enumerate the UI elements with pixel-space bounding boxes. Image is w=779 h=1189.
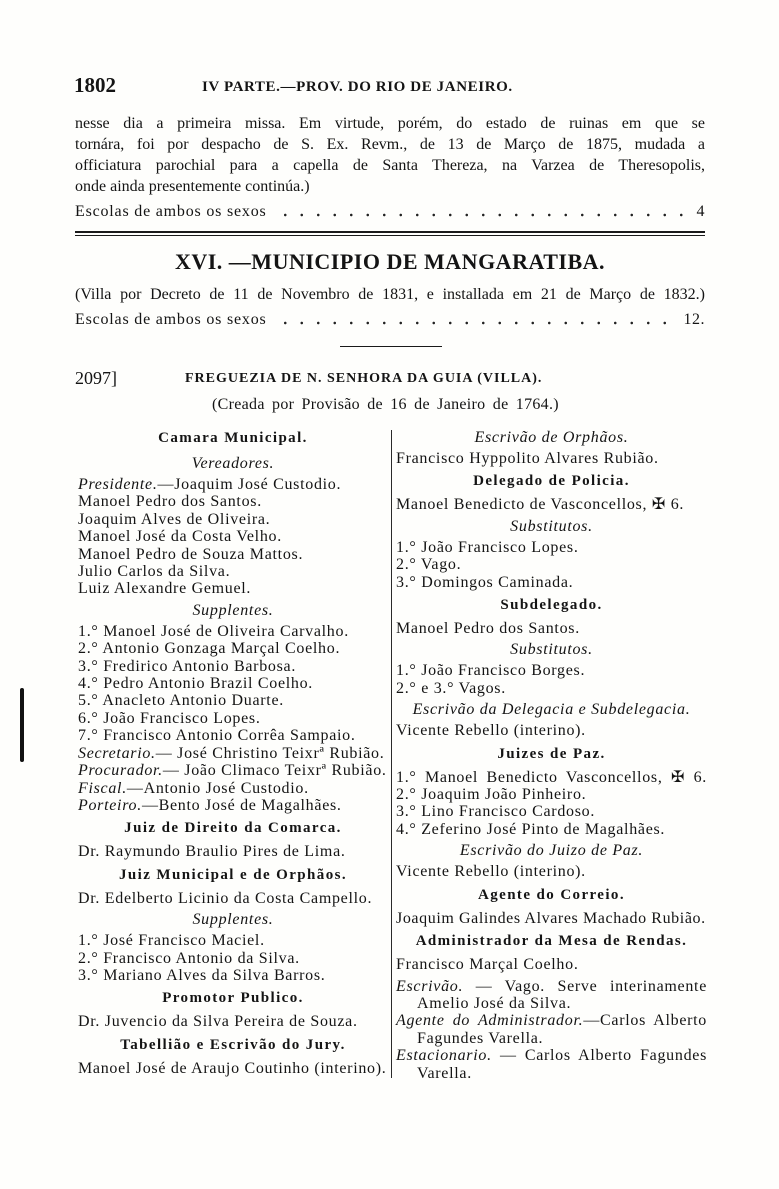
tabelliao-heading: Tabellião e Escrivão do Jury. bbox=[120, 1036, 346, 1053]
supplente-item: 6.° João Francisco Lopes. bbox=[78, 709, 261, 727]
subdelegado-heading: Subdelegado. bbox=[500, 597, 603, 614]
supplente-item: 4.° Pedro Antonio Brazil Coelho. bbox=[78, 675, 314, 693]
role-label: Fiscal. bbox=[78, 779, 127, 797]
estacionario-entry bbox=[396, 1047, 707, 1064]
person-name: —Bento José de Magalhães. bbox=[141, 796, 342, 814]
substituto-item: 1.° João Francisco Borges. bbox=[396, 662, 586, 680]
freguezia-note: (Creada por Provisão de 16 de Janeiro de 1764.) bbox=[212, 396, 559, 413]
person-name: — José Christino Teixrª Rubião. bbox=[155, 744, 385, 762]
substitutos-heading: Substitutos. bbox=[510, 517, 593, 535]
agente-administrador-entry bbox=[396, 1012, 707, 1029]
substituto-item: 2.° Vago. bbox=[396, 556, 462, 574]
leader-dots bbox=[277, 213, 687, 217]
mesa-rendas-heading: Administrador da Mesa de Rendas. bbox=[415, 933, 688, 950]
administrador-name: Francisco Marçal Coelho. bbox=[396, 956, 579, 974]
role-label: Estacionario. bbox=[396, 1047, 492, 1065]
escrivao-delegacia-name: Vicente Rebello (interino). bbox=[396, 722, 586, 740]
supplente-item: 2.° Francisco Antonio da Silva. bbox=[78, 949, 300, 967]
paragraph-line: officiatura parochial para a capella de Santa Thereza, na Varzea de Theresopolis, bbox=[75, 157, 705, 174]
vereador-item: Manoel José da Costa Velho. bbox=[78, 528, 282, 546]
supplente-item: 1.° José Francisco Maciel. bbox=[78, 932, 265, 950]
double-rule bbox=[75, 231, 705, 236]
vereador-item: Manoel Pedro de Souza Mattos. bbox=[78, 545, 304, 563]
agente-correio-heading: Agente do Correio. bbox=[478, 886, 625, 903]
schools-count: 4 bbox=[696, 203, 705, 220]
role-label: Agente do Administrador. bbox=[396, 1012, 584, 1030]
municipio-note: (Villa por Decreto de 11 de Novembro de 1831, e installada em 21 de Março de 1832.) bbox=[75, 286, 705, 303]
juiz-paz-item: 1.° Manoel Benedicto Vasconcellos, ✠ 6. bbox=[396, 768, 707, 786]
leader-dots bbox=[277, 321, 674, 325]
schools-count: 12. bbox=[683, 311, 705, 328]
escrivao-juizo-heading: Escrivão do Juizo de Paz. bbox=[459, 842, 644, 860]
entry-text: — Vago. Serve interinamente bbox=[475, 977, 708, 995]
schools-label: Escolas de ambos os sexos bbox=[75, 203, 267, 220]
substituto-item: 1.° João Francisco Lopes. bbox=[396, 538, 579, 556]
supplente-item: 1.° Manoel José de Oliveira Carvalho. bbox=[78, 622, 349, 640]
subdelegado-name: Manoel Pedro dos Santos. bbox=[396, 620, 580, 638]
margin-mark bbox=[20, 688, 24, 762]
freguezia-title: FREGUEZIA DE N. SENHORA DA GUIA (VILLA). bbox=[185, 371, 543, 386]
entry-number: 2097] bbox=[75, 368, 117, 388]
juiz-paz-item: 2.° Joaquim João Pinheiro. bbox=[396, 786, 587, 804]
delegado-heading: Delegado de Policia. bbox=[473, 473, 630, 490]
role-label: Presidente. bbox=[78, 476, 158, 493]
supplentes-heading: Supplentes. bbox=[192, 911, 274, 929]
entry-continuation: Amelio José da Silva. bbox=[417, 994, 572, 1012]
substituto-item: 2.° e 3.° Vagos. bbox=[396, 679, 506, 697]
escrivao-orphaos-name: Francisco Hyppolito Alvares Rubião. bbox=[396, 450, 659, 467]
supplente-item: 3.° Fredirico Antonio Barbosa. bbox=[78, 657, 297, 675]
role-label: Porteiro. bbox=[78, 796, 142, 814]
juiz-municipal-heading: Juiz Municipal e de Orphãos. bbox=[119, 866, 347, 883]
juiz-paz-item: 4.° Zeferino José Pinto de Magalhães. bbox=[396, 820, 666, 838]
substitutos-heading: Substitutos. bbox=[510, 641, 593, 659]
page-number: 1802 bbox=[74, 73, 116, 97]
promotor-name: Dr. Juvencio da Silva Pereira de Souza. bbox=[78, 1013, 358, 1031]
paragraph-line: onde ainda presentemente continúa.) bbox=[75, 178, 310, 195]
vereador-item: Luiz Alexandre Gemuel. bbox=[78, 580, 252, 598]
supplentes-heading: Supplentes. bbox=[192, 601, 274, 619]
escrivao-entry bbox=[396, 978, 707, 995]
juizes-paz-heading: Juizes de Paz. bbox=[497, 745, 606, 762]
agente-correio-name: Joaquim Galindes Alvares Machado Rubião. bbox=[396, 909, 706, 927]
vereadores-heading: Vereadores. bbox=[191, 455, 275, 472]
fiscal-entry bbox=[78, 780, 388, 797]
escrivao-juizo-name: Vicente Rebello (interino). bbox=[396, 863, 586, 881]
right-column bbox=[396, 425, 707, 1082]
juiz-municipal-name: Dr. Edelberto Licinio da Costa Campello. bbox=[78, 889, 373, 907]
supplente-item: 5.° Anacleto Antonio Duarte. bbox=[78, 692, 284, 710]
person-name: — João Climaco Teixrª Rubião. bbox=[162, 762, 387, 780]
role-label: Escrivão. bbox=[396, 977, 464, 995]
paragraph-line: nesse dia a primeira missa. Em virtude, porém, do estado de ruinas em que se bbox=[75, 115, 705, 132]
camara-municipal-heading: Camara Municipal. bbox=[158, 430, 308, 446]
secretario-entry bbox=[78, 745, 388, 762]
entry-text: — Carlos Alberto Fagundes bbox=[499, 1047, 707, 1065]
juiz-paz-item: 3.° Lino Francisco Cardoso. bbox=[396, 803, 596, 821]
vereador-item: Julio Carlos da Silva. bbox=[78, 563, 231, 581]
paragraph-line: tornára, foi por despacho de S. Ex. Revm., de 13 de Março de 1875, mudada a bbox=[75, 136, 705, 153]
vereador-item: Manoel Pedro dos Santos. bbox=[78, 493, 262, 511]
entry-text: —Carlos Alberto bbox=[583, 1012, 707, 1030]
intro-paragraph bbox=[75, 113, 705, 197]
section-rule bbox=[340, 346, 442, 347]
vereador-item: Joaquim Alves de Oliveira. bbox=[78, 510, 271, 528]
promotor-heading: Promotor Publico. bbox=[162, 990, 304, 1007]
juiz-direito-heading: Juiz de Direito da Comarca. bbox=[124, 820, 342, 837]
left-column bbox=[78, 424, 388, 1077]
juiz-direito-name: Dr. Raymundo Braulio Pires de Lima. bbox=[78, 843, 346, 861]
role-label: Secretario. bbox=[78, 744, 156, 762]
porteiro-entry bbox=[78, 797, 388, 814]
presidente-entry bbox=[78, 476, 388, 493]
person-name: —Joaquim José Custodio. bbox=[157, 476, 342, 493]
tabelliao-name: Manoel José de Araujo Coutinho (interino). bbox=[78, 1059, 387, 1077]
delegado-name: Manoel Benedicto de Vasconcellos, ✠ 6. bbox=[396, 496, 685, 514]
schools-row bbox=[75, 201, 705, 222]
column-divider bbox=[391, 430, 392, 1078]
role-label: Procurador. bbox=[78, 762, 163, 780]
entry-continuation: Fagundes Varella. bbox=[417, 1029, 544, 1047]
substituto-item: 3.° Domingos Caminada. bbox=[396, 573, 574, 591]
supplente-item: 2.° Antonio Gonzaga Marçal Coelho. bbox=[78, 640, 341, 658]
escrivao-delegacia-heading: Escrivão da Delegacia e Subdelegacia. bbox=[412, 701, 691, 719]
municipio-title: XVI. —MUNICIPIO DE MANGARATIBA. bbox=[174, 249, 606, 274]
entry-continuation: Varella. bbox=[417, 1064, 472, 1082]
supplente-item: 3.° Mariano Alves da Silva Barros. bbox=[78, 966, 326, 984]
schools-row bbox=[75, 309, 705, 330]
schools-label: Escolas de ambos os sexos bbox=[75, 311, 267, 328]
supplente-item: 7.° Francisco Antonio Corrêa Sampaio. bbox=[78, 727, 356, 745]
escrivao-orphaos-heading: Escrivão de Orphãos. bbox=[474, 429, 629, 446]
procurador-entry bbox=[78, 762, 388, 779]
running-head: IV PARTE.—PROV. DO RIO DE JANEIRO. bbox=[202, 79, 513, 95]
person-name: —Antonio José Custodio. bbox=[126, 779, 309, 797]
